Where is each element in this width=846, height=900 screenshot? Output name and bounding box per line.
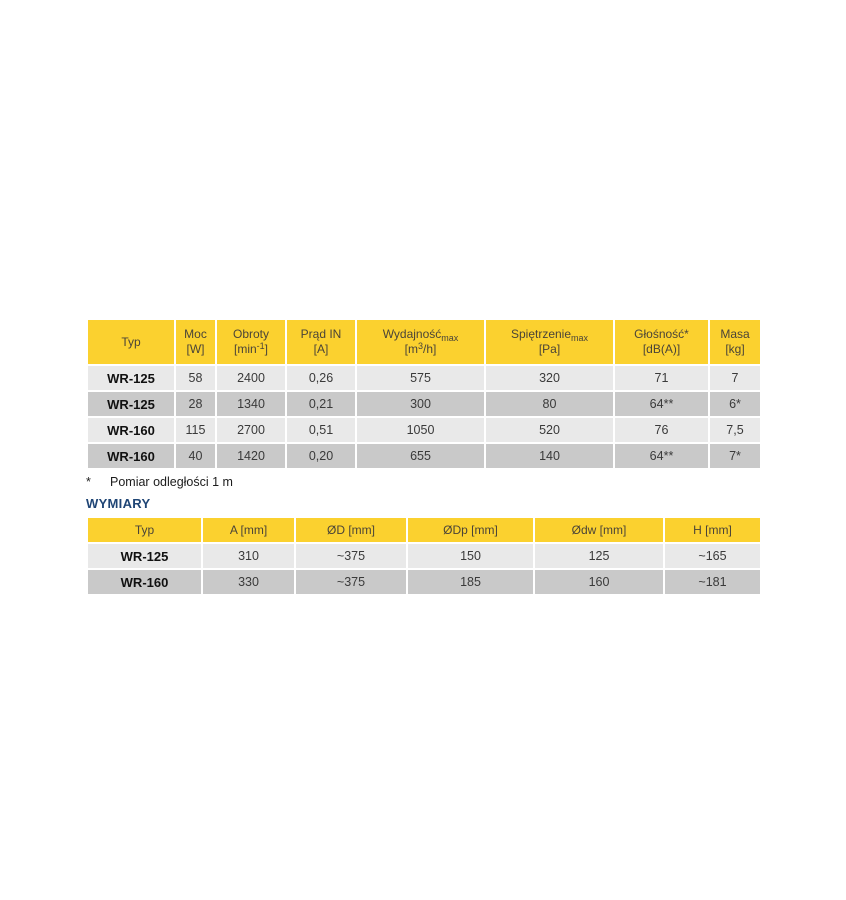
spec-column-header: Typ	[87, 319, 175, 365]
value-cell: 7,5	[709, 417, 761, 443]
spec-table-header	[87, 319, 761, 365]
footnote-marker: *	[86, 475, 91, 489]
spec-column-header: Głośność* [dB(A)]	[614, 319, 709, 365]
dimensions-table	[86, 516, 762, 596]
value-cell: ~165	[664, 543, 761, 569]
spec-column-header: Spiętrzenie$_{max}$ [Pa]	[485, 319, 614, 365]
spec-column-header: Masa [kg]	[709, 319, 761, 365]
spec-sheet	[86, 318, 762, 596]
type-cell: WR-160	[87, 443, 175, 469]
value-cell: ~375	[295, 543, 407, 569]
value-cell: ~375	[295, 569, 407, 595]
value-cell: 1340	[216, 391, 286, 417]
value-cell: 125	[534, 543, 664, 569]
value-cell: 115	[175, 417, 216, 443]
dimensions-column-header: H [mm]	[664, 517, 761, 543]
type-cell: WR-160	[87, 417, 175, 443]
value-cell: 64**	[614, 443, 709, 469]
value-cell: 655	[356, 443, 485, 469]
type-cell: WR-160	[87, 569, 202, 595]
dimensions-column-header: Ødw [mm]	[534, 517, 664, 543]
dimensions-column-header: Typ	[87, 517, 202, 543]
value-cell: 71	[614, 365, 709, 391]
value-cell: 1050	[356, 417, 485, 443]
footnote-text: Pomiar odległości 1 m	[110, 475, 233, 489]
dimensions-table-header	[87, 517, 761, 543]
value-cell: 0,21	[286, 391, 356, 417]
value-cell: 0,26	[286, 365, 356, 391]
value-cell: 6*	[709, 391, 761, 417]
value-cell: 7	[709, 365, 761, 391]
spec-table-row	[87, 443, 761, 469]
spec-column-header: Wydajność$_{max}$ $[m^3/h]$	[356, 319, 485, 365]
dimensions-table-row	[87, 569, 761, 595]
dimensions-heading: WYMIARY	[86, 496, 151, 511]
type-cell: WR-125	[87, 543, 202, 569]
value-cell: 150	[407, 543, 534, 569]
value-cell: 2400	[216, 365, 286, 391]
value-cell: 300	[356, 391, 485, 417]
spec-table-row	[87, 365, 761, 391]
type-cell: WR-125	[87, 365, 175, 391]
value-cell: 520	[485, 417, 614, 443]
value-cell: 575	[356, 365, 485, 391]
dimensions-table-row	[87, 543, 761, 569]
value-cell: 28	[175, 391, 216, 417]
footnote	[86, 475, 762, 489]
spec-column-header: Prąd IN [A]	[286, 319, 356, 365]
value-cell: 58	[175, 365, 216, 391]
dimensions-header-row	[87, 517, 761, 543]
value-cell: 40	[175, 443, 216, 469]
spec-table-body	[87, 365, 761, 469]
spec-column-header: Moc [W]	[175, 319, 216, 365]
value-cell: 64**	[614, 391, 709, 417]
value-cell: 80	[485, 391, 614, 417]
type-cell: WR-125	[87, 391, 175, 417]
spec-table-row	[87, 391, 761, 417]
value-cell: 160	[534, 569, 664, 595]
value-cell: 2700	[216, 417, 286, 443]
value-cell: 1420	[216, 443, 286, 469]
value-cell: 330	[202, 569, 295, 595]
spec-header-row	[87, 319, 761, 365]
dimensions-column-header: ØD [mm]	[295, 517, 407, 543]
dimensions-column-header: ØDp [mm]	[407, 517, 534, 543]
value-cell: 0,20	[286, 443, 356, 469]
value-cell: ~181	[664, 569, 761, 595]
value-cell: 320	[485, 365, 614, 391]
dimensions-column-header: A [mm]	[202, 517, 295, 543]
value-cell: 310	[202, 543, 295, 569]
value-cell: 185	[407, 569, 534, 595]
value-cell: 140	[485, 443, 614, 469]
spec-column-header: Obroty $[\min^{-1}]$	[216, 319, 286, 365]
value-cell: 0,51	[286, 417, 356, 443]
spec-table	[86, 318, 762, 470]
value-cell: 7*	[709, 443, 761, 469]
spec-table-row	[87, 417, 761, 443]
dimensions-table-body	[87, 543, 761, 595]
value-cell: 76	[614, 417, 709, 443]
